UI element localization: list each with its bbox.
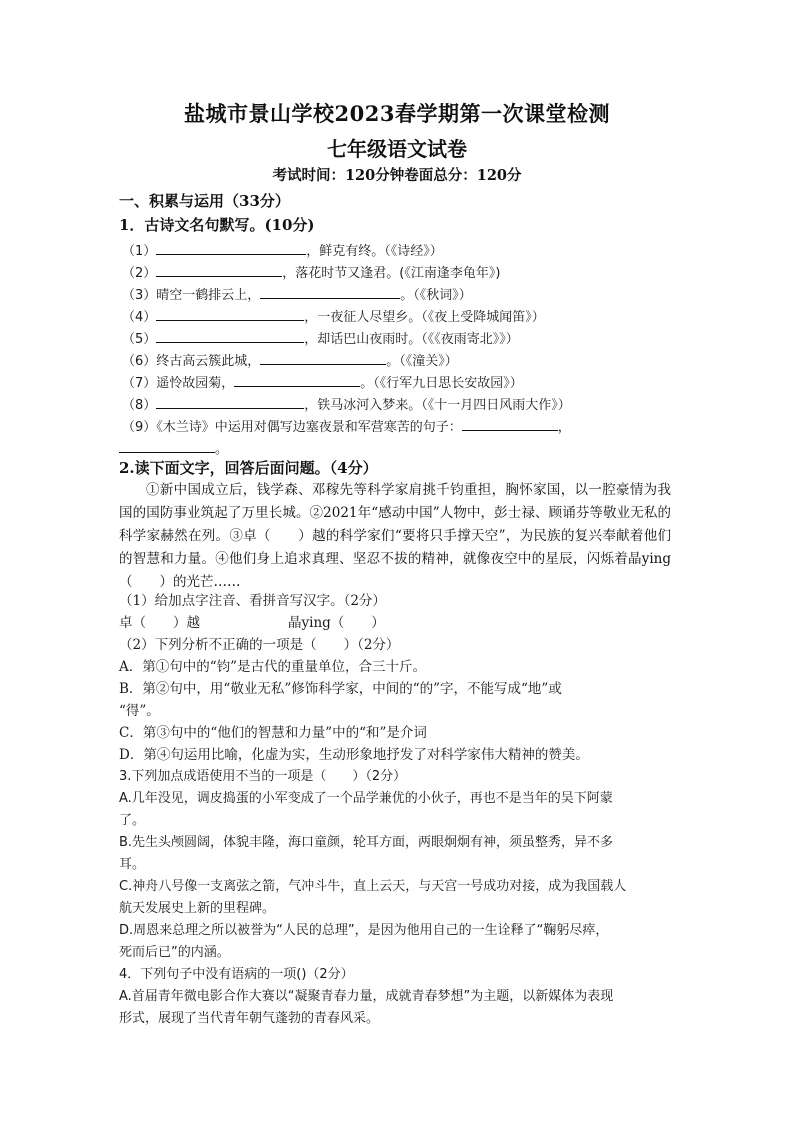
q1-item-9-cont	[119, 438, 228, 457]
item-number: （8）	[122, 398, 157, 413]
item-text: 晴空一鹤排云上，	[156, 288, 261, 303]
answer-blank[interactable]	[156, 242, 306, 255]
q2-option-a: A．第①句中的“钧”是古代的重量单位，合三十斤。	[119, 659, 427, 675]
q1-item-7	[122, 372, 523, 391]
item-text: 。（《秋词》）	[400, 288, 472, 303]
item-number: （5）	[122, 332, 157, 347]
item-text: 。（《潼关》）	[386, 354, 458, 369]
q3-option-a-cont: 了。	[119, 813, 146, 828]
item-text: ，落花时节又逢君。(《江南逢李龟年》)	[282, 266, 501, 281]
q3-option-b-cont: 耳。	[119, 857, 146, 872]
question-1-heading: 1．古诗文名句默写。(10分)	[119, 216, 315, 234]
item-text: 。（《行军九日思长安故园》）	[360, 376, 523, 391]
q2-sub1-a: 卓（ ）越	[119, 615, 200, 631]
item-text: ，一夜征人尽望乡。（《夜上受降城闻笛》）	[304, 310, 545, 325]
answer-blank[interactable]	[156, 308, 304, 321]
q2-sub1-b: 晶ying（ ）	[288, 615, 385, 631]
item-text: ，铁马冰河入梦来。（《十一月四日风雨大作》）	[304, 398, 571, 413]
item-number: （7）	[122, 376, 157, 391]
answer-blank[interactable]	[156, 264, 282, 277]
q2-option-c: C．第③句中的“他们的智慧和力量”中的“和”是介词	[119, 725, 427, 741]
school-title: 盐城市景山学校2023春学期第一次课堂检测	[184, 101, 610, 126]
q2-sub2: （2）下列分析不正确的一项是（ ）（2分）	[119, 637, 400, 653]
q3-option-b: B.先生头颅圆阔，体貌丰隆，海口童颜，轮耳方面，两眼炯炯有神，须虽整秀，异不多	[119, 835, 614, 850]
q2-passage: ①新中国成立后，钱学森、邓稼先等科学家肩挑千钧重担，胸怀家国，以一腔豪情为我国的国防事业筑起了万里长城。②2021年“感动中国”人物中，彭士禄、顾诵芬等敬业无私的科学家赫然在列。③卓（ ）越的科学家们“要将只手撑天空”，为民族的复兴奉献着他们的智慧和力量。④他们身上追求真理、坚忍不拔的精神，就像夜空中的星辰，闪烁着晶ying（ ）的光芒……	[119, 482, 671, 590]
q1-item-4	[122, 306, 545, 325]
item-number: （6）	[122, 354, 157, 369]
item-text: （9）《木兰诗》中运用对偶写边塞夜景和军营寒苦的句子：	[122, 420, 462, 435]
q4-option-a-cont: 形式，展现了当代青年朝气蓬勃的青春风采。	[119, 1011, 380, 1026]
answer-blank[interactable]	[260, 286, 400, 299]
item-number: （4）	[122, 310, 157, 325]
answer-blank[interactable]	[260, 352, 386, 365]
q4-option-a: A.首届青年微电影合作大赛以“凝聚青春力量，成就青春梦想”为主题，以新媒体为表现	[119, 989, 614, 1004]
answer-blank[interactable]	[156, 396, 304, 409]
q1-item-2	[122, 262, 500, 281]
item-text: 终古高云簇此城，	[156, 354, 261, 369]
q2-option-b: B．第②句中，用“敬业无私”修饰科学家，中间的“的”字，不能写成“地”或	[119, 681, 562, 697]
q3-option-a: A.几年没见，调皮捣蛋的小军变成了一个品学兼优的小伙子，再也不是当年的吴下阿蒙	[119, 791, 613, 806]
q2-option-d: D．第④句运用比喻，化虚为实，生动形象地抒发了对科学家伟大精神的赞美。	[119, 747, 589, 763]
answer-blank[interactable]	[234, 374, 360, 387]
q3-option-c: C.神舟八号像一支离弦之箭，气冲斗牛，直上云天，与天宫一号成功对接，成为我国载人	[119, 879, 627, 894]
q1-item-3	[122, 284, 472, 303]
answer-blank[interactable]	[156, 330, 304, 343]
q3-option-c-cont: 航天发展史上新的里程碑。	[119, 901, 276, 916]
item-separator: ，	[557, 420, 571, 435]
q1-item-1	[122, 240, 443, 259]
question-2-heading: 2.读下面文字，回答后面问题。（4分）	[119, 459, 378, 477]
paper-title: 七年级语文试卷	[327, 137, 467, 161]
q2-sub1: （1）给加点字注音、看拼音写汉字。（2分）	[119, 593, 386, 609]
exam-info: 考试时间：120分钟卷面总分：120分	[272, 167, 522, 184]
item-number: （2）	[122, 266, 157, 281]
answer-blank[interactable]	[119, 440, 215, 453]
answer-blank[interactable]	[462, 418, 558, 431]
item-number: （1）	[122, 244, 157, 259]
q2-option-b-cont: “得”。	[119, 703, 160, 719]
q1-item-8	[122, 394, 571, 413]
q3-option-d-cont: 死而后已”的内涵。	[119, 945, 230, 960]
q1-item-5	[122, 328, 519, 347]
q1-item-9	[122, 416, 571, 435]
item-text: 遥怜故园菊，	[156, 376, 235, 391]
item-number: （3）	[122, 288, 157, 303]
q1-item-6	[122, 350, 458, 369]
section-heading: 一、积累与运用（33分）	[119, 192, 290, 210]
question-4-heading: 4．下列句子中没有语病的一项()（2分）	[119, 967, 354, 982]
q3-option-d: D.周恩来总理之所以被誉为“人民的总理”，是因为他用自己的一生诠释了“鞠躬尽瘁，	[119, 923, 609, 938]
item-text: ，却话巴山夜雨时。（《《夜雨寄北》》）	[304, 332, 519, 347]
question-3-heading: 3.下列加点成语使用不当的一项是（ ）（2分）	[119, 769, 407, 784]
item-end: 。	[215, 442, 229, 457]
item-text: ，鲜克有终。（《诗经》）	[306, 244, 443, 259]
